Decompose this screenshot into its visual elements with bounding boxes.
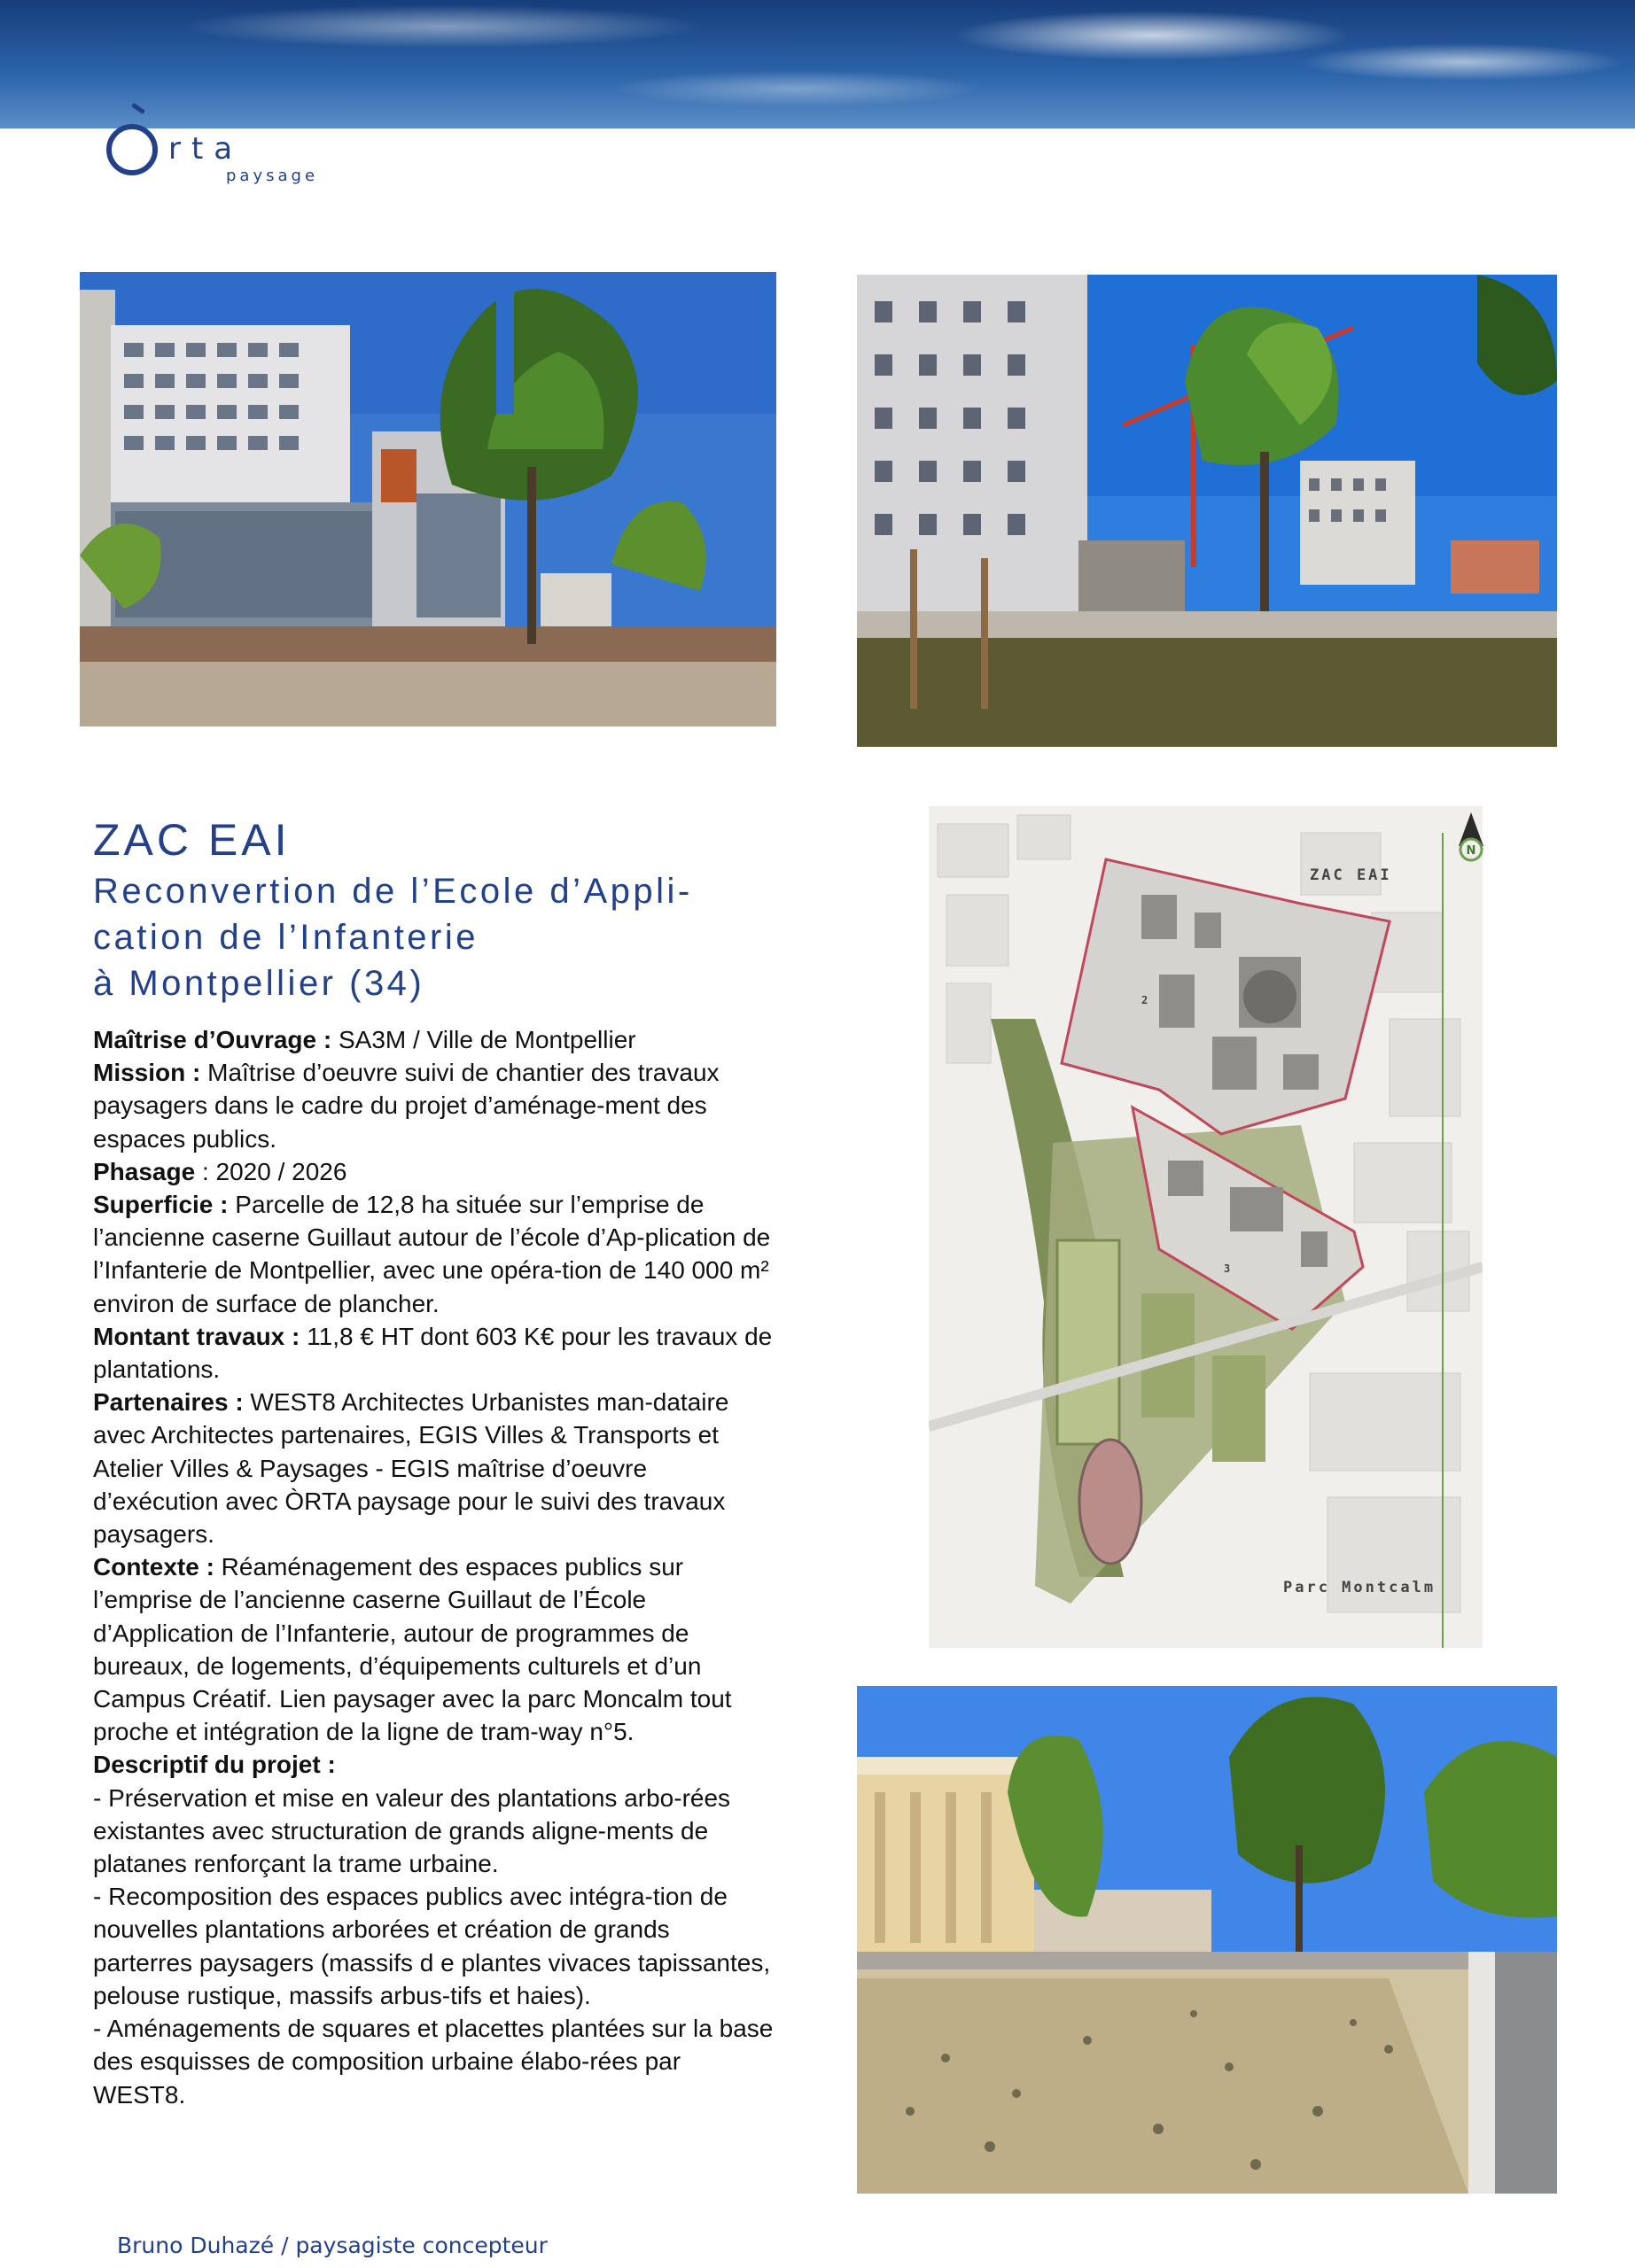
project-description <box>93 1023 775 2111</box>
description-paragraph <box>93 1320 775 1386</box>
description-paragraph <box>93 1023 775 1056</box>
project-subtitle-line-3: à Montpellier (34) <box>93 964 425 1003</box>
field-label: Mission : <box>93 1059 201 1087</box>
north-arrow-icon <box>1453 811 1489 864</box>
description-paragraph <box>93 1880 775 2012</box>
field-label: Phasage <box>93 1157 196 1185</box>
description-paragraph <box>93 1782 775 1881</box>
plan-zac-label: ZAC EAI <box>1310 866 1392 884</box>
field-value: 11,8 € HT dont 603 K€ pour les travaux de plantations. <box>93 1322 773 1384</box>
plan-park-label: Parc Montcalm <box>1283 1579 1436 1596</box>
field-value: - Préservation et mise en valeur des plantations arbo-rées existantes avec structuration de grands aligne-ments de platanes renforçant la trame urbaine. <box>93 1783 731 1878</box>
field-value: Parcelle de 12,8 ha située sur l’emprise de l’ancienne caserne Guillaut autour de l’école d’Ap-plication de l’Infanterie de Montpellier, avec une opéra-tion de 140 000 m² environ de surface de plancher. <box>93 1191 771 1317</box>
description-paragraph <box>93 1188 775 1320</box>
north-arrow-label: N <box>1466 844 1476 858</box>
description-paragraph <box>93 1748 775 1781</box>
project-subtitle-line-1: Reconvertion de l’Ecole d’Appli- <box>93 872 693 911</box>
footer-author: Bruno Duhazé / paysagiste concepteur <box>117 2233 548 2258</box>
plan-zone-2-label: 2 <box>1141 994 1148 1006</box>
photo-building-courtyard <box>80 272 776 726</box>
field-label: Partenaires : <box>93 1388 244 1417</box>
plan-zone-3-label: 3 <box>1224 1262 1231 1275</box>
project-title-block <box>93 815 802 1006</box>
field-label: Maîtrise d’Ouvrage : <box>93 1026 332 1053</box>
photo-planted-square <box>857 1686 1557 2194</box>
description-paragraph <box>93 1056 775 1155</box>
field-value: Réaménagement des espaces publics sur l’emprise de l’ancienne caserne Guillaut de l’École d’Application de l’Infanterie, autour de programmes de bureaux, de logements, d’équipements culturels et d’un Campus Créatif. Lien paysager avec la parc Moncalm tout proche et intégration de la ligne de tram-way n°5. <box>93 1553 732 1746</box>
field-value: - Aménagements de squares et placettes plantées sur la base des esquisses de composition urbaine élabo-rées par WEST8. <box>93 2015 774 2109</box>
field-value: SA3M / Ville de Montpellier <box>331 1026 636 1053</box>
logo-accent-mark <box>131 103 145 114</box>
orta-logo <box>106 71 319 186</box>
project-title: ZAC EAI <box>93 815 291 865</box>
field-label: Superficie : <box>93 1191 229 1219</box>
field-label: Montant travaux : <box>93 1322 300 1350</box>
field-value: WEST8 Architectes Urbanistes man-dataire avec Architectes partenaires, EGIS Villes & Transports et Atelier Villes & Paysages - EGIS maîtrise d’oeuvre d’exécution avec ÒRTA paysage pour le suivi des travaux paysagers. <box>93 1388 729 1549</box>
description-paragraph <box>93 1550 775 1748</box>
logo-o-mark <box>106 124 158 175</box>
photo-street-crane <box>857 275 1557 747</box>
field-label: Descriptif du projet : <box>93 1751 336 1779</box>
project-subtitle-line-2: cation de l’Infanterie <box>93 918 479 957</box>
site-plan-map <box>929 806 1483 1648</box>
description-paragraph <box>93 1386 775 1550</box>
field-label: Contexte : <box>93 1553 214 1581</box>
field-value: Maîtrise d’oeuvre suivi de chantier des travaux paysagers dans le cadre du projet d’aménage-ment des espaces publics. <box>93 1059 720 1153</box>
description-paragraph <box>93 2012 775 2111</box>
description-paragraph <box>93 1155 775 1188</box>
field-value: : 2020 / 2026 <box>195 1157 347 1185</box>
field-value: - Recomposition des espaces publics avec intégra-tion de nouvelles plantations arborées et création de grands parterres paysagers (massifs d e plantes vivaces tapissantes, pelouse rustique, massifs arbus-tifs et haies). <box>93 1883 771 2009</box>
logo-subtitle: paysage <box>226 167 319 185</box>
project-subtitle <box>93 868 802 1006</box>
logo-wordmark: rta <box>168 131 244 167</box>
